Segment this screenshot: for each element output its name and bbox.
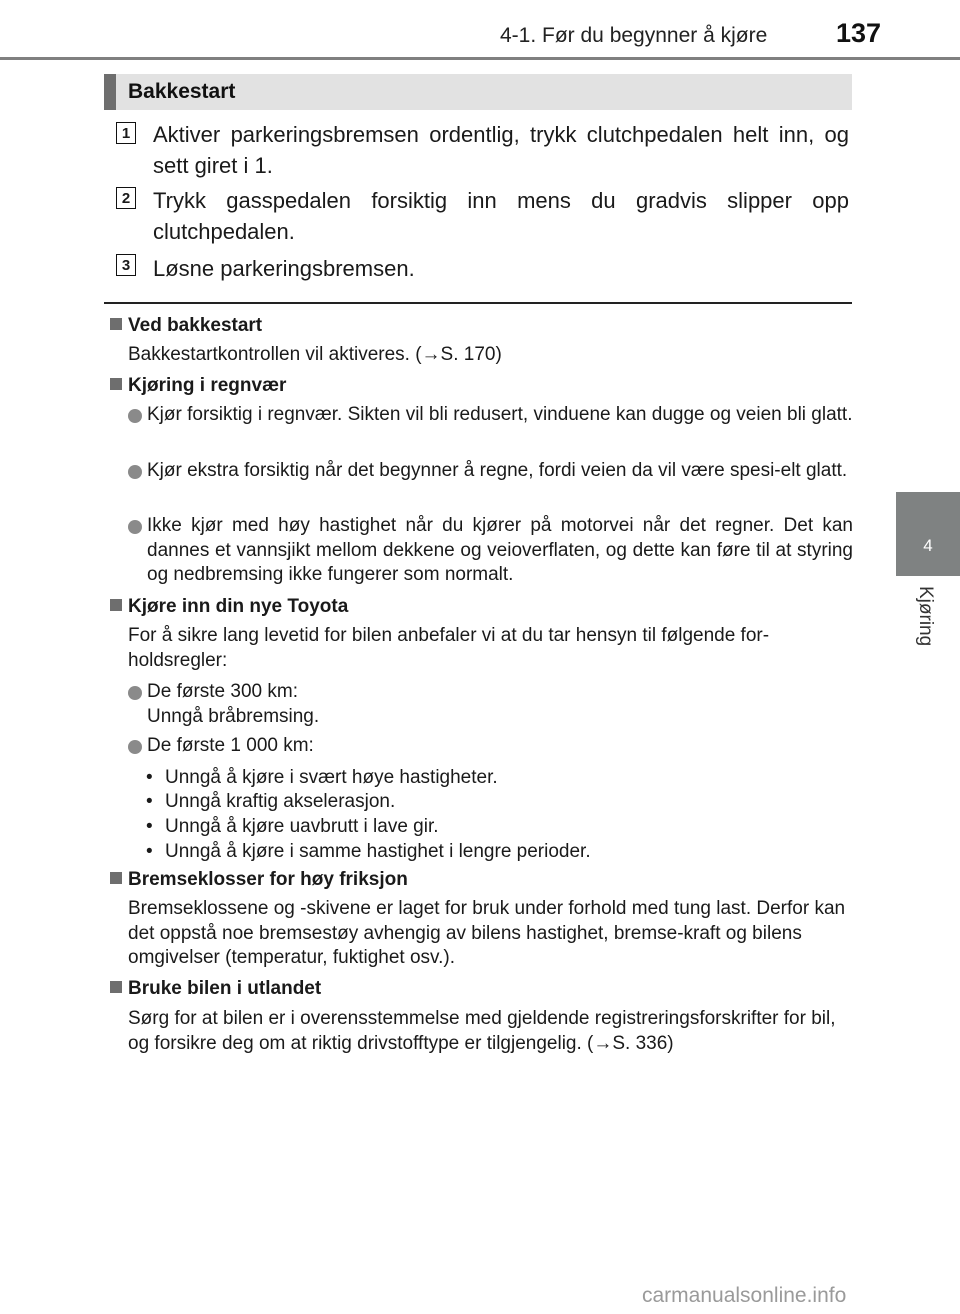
chapter-tab bbox=[896, 492, 960, 576]
page-number: 137 bbox=[836, 18, 882, 48]
sub-item-3: Unngå å kjøre uavbrutt i lave gir. bbox=[165, 816, 439, 837]
step-number-1: 1 bbox=[116, 122, 136, 144]
note-bullet-regn-1: Kjør forsiktig i regnvær. Sikten vil bli redusert, vinduene kan dugge og veien bli glatt. bbox=[147, 404, 853, 425]
sub-item-1: Unngå å kjøre i svært høye hastigheter. bbox=[165, 767, 498, 788]
small-bullet-icon: • bbox=[146, 767, 153, 788]
note-text-bremseklosser: Bremseklossene og -skivene er laget for bruk under forhold med tung last. Derfor kan det oppstå noe bremsestøy avhengig av bilens hastighet, bremse-kraft og bilens omgivelser (temperatur, fuktighet osv.). bbox=[128, 898, 846, 968]
chapter-label bbox=[900, 586, 956, 676]
running-header-title: 4-1. Før du begynner å kjøre bbox=[500, 24, 768, 47]
note-heading-bakkestart: Ved bakkestart bbox=[110, 315, 262, 337]
chapter-label-text: Kjøring bbox=[915, 586, 936, 647]
note-heading-bremseklosser: Bremseklosser for høy friksjon bbox=[110, 869, 408, 891]
square-bullet-icon bbox=[110, 981, 122, 993]
section-divider bbox=[104, 302, 852, 304]
note-bullet-1000km: De første 1 000 km: bbox=[147, 735, 314, 756]
step-text-1: Aktiver parkeringsbremsen ordentlig, trykk clutchpedalen helt inn, og sett giret i 1. bbox=[153, 122, 849, 178]
note-text-utlandet: Sørg for at bilen er i overensstemmelse med gjeldende registreringsforskrifter for bil, og forsikre deg om at riktig drivstofftype er tilgjengelig. (→S. 336) bbox=[128, 1008, 836, 1054]
step-number-3: 3 bbox=[116, 254, 136, 276]
section-title: Bakkestart bbox=[128, 80, 236, 103]
round-bullet-icon bbox=[128, 520, 142, 534]
round-bullet-icon bbox=[128, 409, 142, 423]
step-number-2: 2 bbox=[116, 187, 136, 209]
square-bullet-icon bbox=[110, 872, 122, 884]
note-text-innkjoring: For å sikre lang levetid for bilen anbefaler vi at du tar hensyn til følgende for-holdsregler: bbox=[128, 625, 770, 671]
note-bullet-regn-2: Kjør ekstra forsiktig når det begynner å regne, fordi veien da vil være spesi-elt glatt. bbox=[147, 460, 848, 481]
section-header-bar bbox=[104, 74, 116, 110]
step-text-3: Løsne parkeringsbremsen. bbox=[153, 256, 415, 281]
watermark: carmanualsonline.info bbox=[642, 1284, 847, 1307]
note-heading-regnvaer: Kjøring i regnvær bbox=[110, 375, 286, 397]
sub-item-4: Unngå å kjøre i samme hastighet i lengre perioder. bbox=[165, 841, 591, 862]
small-bullet-icon: • bbox=[146, 791, 153, 812]
round-bullet-icon bbox=[128, 465, 142, 479]
note-heading-innkjoring: Kjøre inn din nye Toyota bbox=[110, 596, 348, 618]
note-bullet-300km: De første 300 km: Unngå bråbremsing. bbox=[147, 681, 320, 727]
sub-item-2: Unngå kraftig akselerasjon. bbox=[165, 791, 396, 812]
square-bullet-icon bbox=[110, 378, 122, 390]
section-header bbox=[104, 74, 852, 110]
note-text-bakkestart: Bakkestartkontrollen vil aktiveres. (→S. 170) bbox=[128, 344, 502, 365]
round-bullet-icon bbox=[128, 686, 142, 700]
note-heading-utlandet: Bruke bilen i utlandet bbox=[110, 978, 321, 1000]
note-bullet-regn-3: Ikke kjør med høy hastighet når du kjører på motorvei når det regner. Det kan dannes et vannsjikt mellom dekkene og veioverflaten, og dette kan føre til at styring og nedbremsing ikke fungerer som normalt. bbox=[147, 515, 853, 585]
square-bullet-icon bbox=[110, 599, 122, 611]
square-bullet-icon bbox=[110, 318, 122, 330]
step-text-2: Trykk gasspedalen forsiktig inn mens du gradvis slipper opp clutchpedalen. bbox=[153, 188, 849, 244]
small-bullet-icon: • bbox=[146, 816, 153, 837]
small-bullet-icon: • bbox=[146, 841, 153, 862]
header-rule bbox=[0, 57, 960, 60]
chapter-number: 4 bbox=[923, 536, 933, 555]
round-bullet-icon bbox=[128, 740, 142, 754]
